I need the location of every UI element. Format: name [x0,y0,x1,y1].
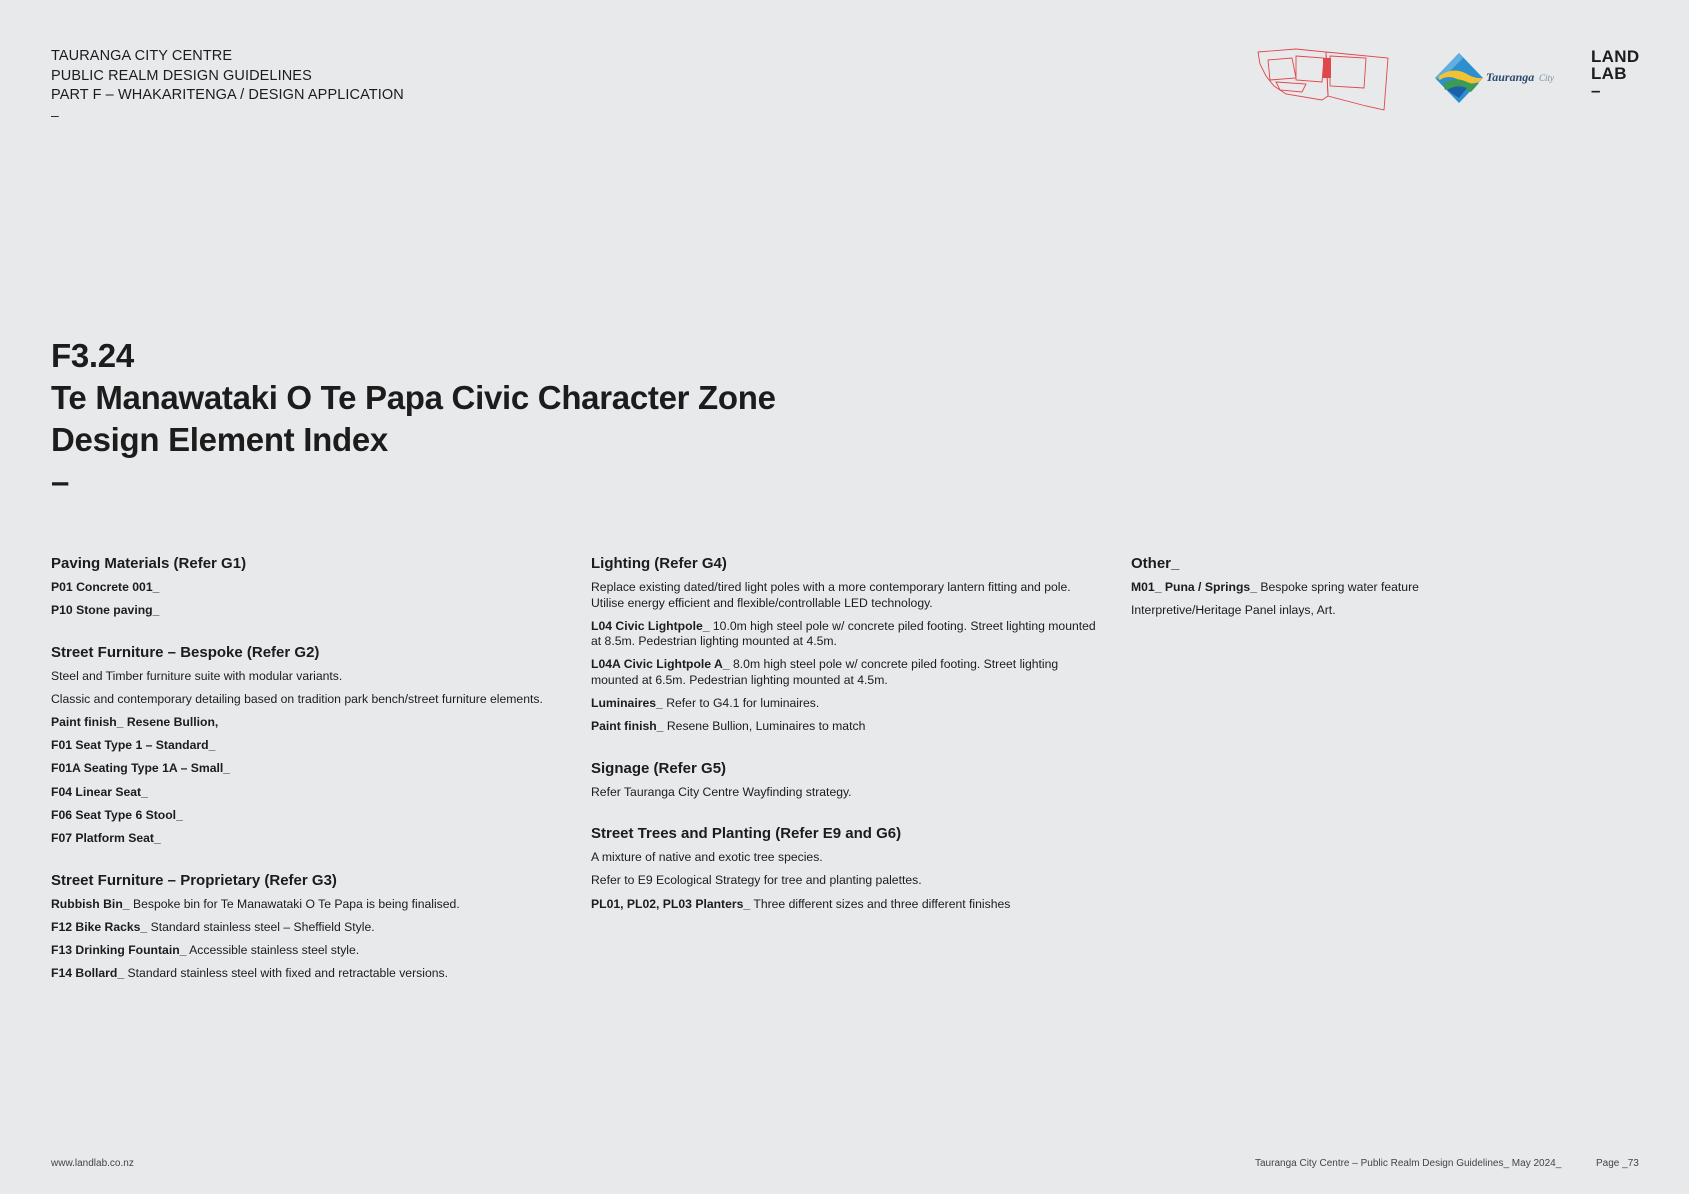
section-heading: Paving Materials (Refer G1) [51,555,247,572]
key-map-highlight [1323,58,1331,78]
item-code: Paint finish_ [591,719,664,734]
item-description: Classic and contemporary detailing based on tradition park bench/street furniture elements. [51,691,543,706]
index-item [1131,603,1641,619]
index-item [51,669,561,685]
index-item [51,715,561,731]
index-item [591,696,1103,712]
header-line-2: PUBLIC REALM DESIGN GUIDELINES [51,67,312,84]
item-description: Refer Tauranga City Centre Wayfinding strategy. [591,784,852,799]
item-code: F04 Linear Seat_ [51,784,148,799]
logo-wordmark: Tauranga [1486,70,1535,84]
index-item [51,761,561,777]
index-item [51,966,561,982]
item-code: PL01, PL02, PL03 Planters_ [591,896,751,911]
item-description: Bespoke bin for Te Manawataki O Te Papa is being finalised. [132,896,460,911]
title-line-2: Design Element Index [51,421,388,458]
item-description: 8.0m high steel pole w/ concrete piled footing. Street lighting mounted at 6.5m. Pedestrian lighting mounted at 4.5m. [591,657,1059,687]
index-section [51,871,561,982]
section-heading: Lighting (Refer G4) [591,555,727,572]
footer-website: www.landlab.co.nz [51,1158,134,1169]
item-code: P01 Concrete 001_ [51,580,160,594]
land-lab-logo [1591,48,1639,99]
item-code: F13 Drinking Fountain_ [51,942,187,957]
item-code: F06 Seat Type 6 Stool_ [51,807,183,822]
page-title [51,335,776,503]
index-item [591,580,1103,611]
logo-wordmark-city: City [1539,73,1554,83]
section-heading: Street Furniture – Proprietary (Refer G3) [51,871,337,889]
index-item [51,897,561,913]
footer-document-title: Tauranga City Centre – Public Realm Design Guidelines_ May 2024_ [1255,1158,1562,1169]
index-item [591,785,1103,801]
index-item [51,603,561,619]
item-description: Accessible stainless steel style. [189,942,360,957]
index-item [51,808,561,824]
item-code: M01_ Puna / Springs_ [1131,580,1257,594]
section-heading: Street Furniture – Bespoke (Refer G2) [51,643,320,661]
index-item [51,920,561,936]
section-heading: Other_ [1131,555,1180,572]
section-number: F3.24 [51,337,134,374]
landlab-line-2: LAB [1591,64,1627,83]
item-code: Paint finish_ Resene Bullion, [51,715,219,730]
document-header [51,47,404,125]
item-code: P10 Stone paving_ [51,603,160,618]
index-section [1131,554,1641,619]
item-description: Replace existing dated/tired light poles with a more contemporary lantern fitting and pole. Utilise energy efficient and flexible/controllable LED technology. [591,580,1071,610]
section-heading: Street Trees and Planting (Refer E9 and G6) [591,825,902,843]
item-code: F01A Seating Type 1A – Small_ [51,761,231,776]
index-column-2 [591,554,1103,936]
index-section [591,759,1103,801]
title-line-1: Te Manawataki O Te Papa Civic Character Zone [51,379,776,416]
key-map-graphic [1256,46,1396,114]
index-column-1 [51,554,561,1006]
item-code: L04A Civic Lightpole A_ [591,657,730,672]
item-code: L04 Civic Lightpole_ [591,618,710,633]
index-item [51,692,561,708]
footer-page-number: Page _73 [1596,1158,1639,1169]
item-code: F14 Bollard_ [51,966,125,981]
index-section [51,554,561,619]
index-item [51,785,561,801]
index-item [51,943,561,959]
index-item [1131,580,1641,596]
header-line-1: TAURANGA CITY CENTRE [51,48,233,64]
header-line-3: PART F – WHAKARITENGA / DESIGN APPLICATION [51,87,404,103]
index-item [591,657,1103,688]
index-item [591,897,1103,913]
index-item [591,850,1103,866]
index-section [591,554,1103,735]
item-description: Interpretive/Heritage Panel inlays, Art. [1131,603,1336,618]
item-description: A mixture of native and exotic tree species. [591,850,823,865]
index-item [591,873,1103,889]
item-description: Resene Bullion, Luminaires to match [666,719,866,734]
item-description: Refer to G4.1 for luminaires. [666,696,820,711]
index-item [591,719,1103,735]
item-code: F12 Bike Racks_ [51,919,148,934]
item-description: Standard stainless steel with fixed and retractable versions. [127,966,448,981]
index-section [591,824,1103,912]
item-description: Bespoke spring water feature [1260,580,1419,594]
index-item [591,619,1103,650]
item-description: Three different sizes and three different finishes [753,896,1011,911]
index-item [51,831,561,847]
index-column-3 [1131,554,1641,643]
index-item [51,580,561,596]
tauranga-logo-mark [1433,50,1559,106]
item-code: Luminaires_ [591,696,663,711]
item-description: Refer to E9 Ecological Strategy for tree and planting palettes. [591,873,922,888]
item-code: F07 Platform Seat_ [51,831,161,845]
item-description: Steel and Timber furniture suite with modular variants. [51,668,343,683]
item-code: F01 Seat Type 1 – Standard_ [51,738,216,753]
index-item [51,738,561,754]
item-description: 10.0m high steel pole w/ concrete piled footing. Street lighting mounted at 8.5m. Pedestrian lighting mounted at 4.5m. [591,618,1096,649]
header-dash: – [51,106,59,123]
item-description: Standard stainless steel – Sheffield Style. [150,919,375,934]
tauranga-city-logo [1433,50,1559,106]
index-section [51,643,561,847]
landlab-line-1: LAND [1591,47,1640,66]
section-heading: Signage (Refer G5) [591,759,727,777]
title-dash: – [51,463,70,500]
landlab-dash: – [1591,81,1601,100]
item-code: Rubbish Bin_ [51,896,130,911]
